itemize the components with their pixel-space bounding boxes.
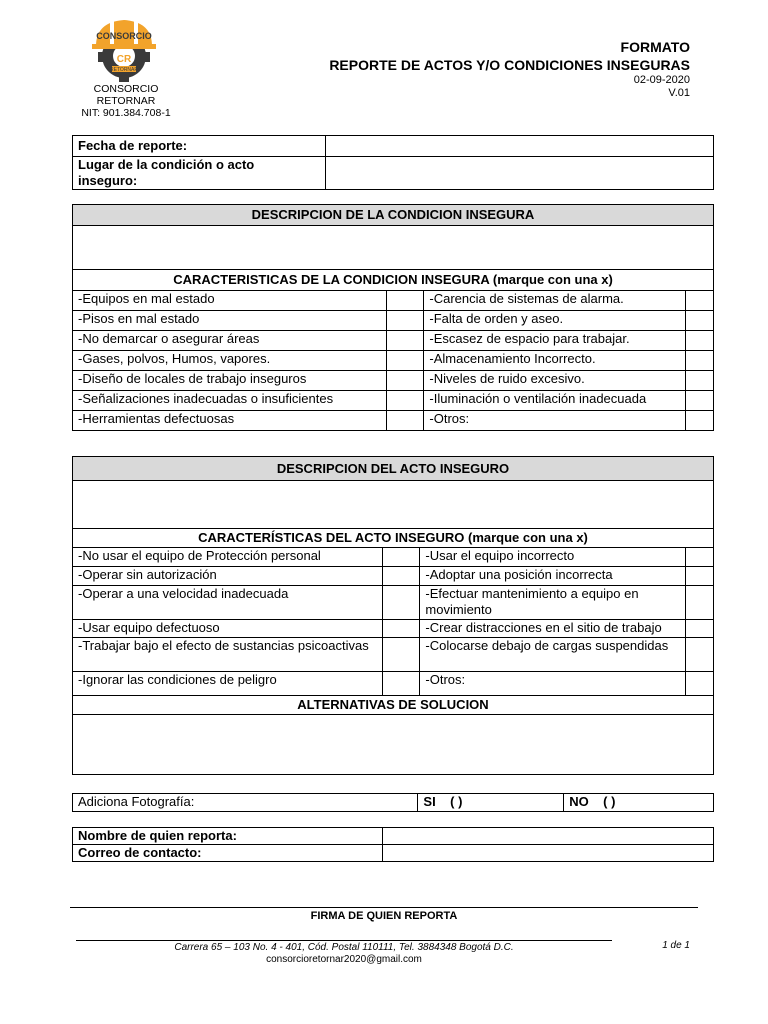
photo-yes-parens: ( ) [450,794,463,809]
signature-label: FIRMA DE QUIEN REPORTA [310,910,458,922]
condition-checkbox[interactable] [386,371,424,391]
photo-yes-option[interactable] [418,794,564,812]
act-item-right: -Efectuar mantenimiento a equipo en movimiento [420,586,686,620]
act-checkbox[interactable] [382,638,420,672]
condition-item-right: -Carencia de sistemas de alarma. [424,291,686,311]
report-info-table [72,135,714,190]
act-checkbox[interactable] [382,620,420,638]
company-nit: NIT: 901.384.708-1 [81,107,171,119]
act-item-left: -No usar el equipo de Protección personal [73,548,383,567]
condition-item-left: -Equipos en mal estado [73,291,387,311]
logo-band-text: RETORNAR [110,67,138,73]
footer-email: consorcioretornar2020@gmail.com [266,954,422,965]
act-item-right: -Colocarse debajo de cargas suspendidas [420,638,686,672]
condition-description-field[interactable] [73,226,714,270]
condition-checkbox[interactable] [686,331,714,351]
report-place-label [73,157,326,190]
act-item-left: -Ignorar las condiciones de peligro [73,672,383,696]
act-checkbox[interactable] [382,548,420,567]
footer-page-number: 1 de 1 [662,940,690,951]
report-place-label-line1: Lugar de la condición o acto [78,157,255,172]
unsafe-condition-table [72,204,714,431]
reporter-table [72,827,714,862]
act-section-title: DESCRIPCION DEL ACTO INSEGURO [73,457,714,481]
condition-item-left: -Diseño de locales de trabajo inseguros [73,371,387,391]
doc-version: V.01 [668,87,690,99]
act-item-right: -Usar el equipo incorrecto [420,548,686,567]
report-date-label: Fecha de reporte: [73,136,326,157]
doc-meta [634,74,690,100]
condition-item-right: -Iluminación o ventilación inadecuada [424,391,686,411]
act-item-left: -Usar equipo defectuoso [73,620,383,638]
act-item-right: -Crear distracciones en el sitio de trabajo [420,620,686,638]
condition-item-right: -Almacenamiento Incorrecto. [424,351,686,371]
condition-checkbox[interactable] [686,311,714,331]
report-place-field[interactable] [325,157,713,190]
logo-top-text: CONSORCIO [96,31,152,41]
signature-line [70,907,698,908]
act-checkbox[interactable] [382,586,420,620]
doc-title-formato: FORMATO [620,39,690,55]
act-checkbox[interactable] [686,567,714,586]
company-name-line2: RETORNAR [96,95,156,107]
report-date-field[interactable] [325,136,713,157]
act-description-field[interactable] [73,481,714,529]
photo-yes-label: SI [423,794,436,809]
unsafe-act-table [72,456,714,775]
condition-checkbox[interactable] [386,351,424,371]
act-item-left: -Trabajar bajo el efecto de sustancias psicoactivas [73,638,383,672]
doc-date: 02-09-2020 [633,74,690,86]
condition-checkbox[interactable] [386,291,424,311]
condition-item-right: -Falta de orden y aseo. [424,311,686,331]
act-item-right: -Otros: [420,672,686,696]
condition-checkbox[interactable] [386,411,424,431]
footer-divider [76,940,612,941]
condition-item-left: -Gases, polvos, Humos, vapores. [73,351,387,371]
condition-checkbox[interactable] [686,371,714,391]
condition-item-left: -Señalizaciones inadecuadas o insuficientes [73,391,387,411]
condition-item-left: -No demarcar o asegurar áreas [73,331,387,351]
condition-checkbox[interactable] [386,331,424,351]
reporter-email-field[interactable] [382,845,713,862]
photo-no-option[interactable] [564,794,714,812]
condition-item-right: -Otros: [424,411,686,431]
condition-item-right: -Niveles de ruido excesivo. [424,371,686,391]
condition-checkbox[interactable] [686,291,714,311]
solutions-field[interactable] [73,715,714,775]
logo-mid-text: CR [116,54,132,65]
act-checkbox[interactable] [686,548,714,567]
company-block [70,83,182,119]
photo-table [72,793,714,812]
condition-item-left: -Herramientas defectuosas [73,411,387,431]
act-checkbox[interactable] [382,672,420,696]
act-checkbox[interactable] [382,567,420,586]
doc-title-report: REPORTE DE ACTOS Y/O CONDICIONES INSEGURAS [329,57,690,73]
photo-no-parens: ( ) [603,794,616,809]
act-characteristics-title: CARACTERÍSTICAS DEL ACTO INSEGURO (marque con una x) [73,529,714,548]
condition-section-title: DESCRIPCION DE LA CONDICION INSEGURA [73,205,714,226]
act-checkbox[interactable] [686,672,714,696]
reporter-name-field[interactable] [382,828,713,845]
act-item-right: -Adoptar una posición incorrecta [420,567,686,586]
condition-item-right: -Escasez de espacio para trabajar. [424,331,686,351]
act-item-left: -Operar a una velocidad inadecuada [73,586,383,620]
act-item-left: -Operar sin autorización [73,567,383,586]
condition-checkbox[interactable] [386,311,424,331]
act-checkbox[interactable] [686,620,714,638]
company-logo [88,16,160,82]
reporter-name-label: Nombre de quien reporta: [73,828,383,845]
condition-checkbox[interactable] [686,411,714,431]
condition-checkbox[interactable] [686,351,714,371]
report-place-label-line2: inseguro: [78,173,138,188]
condition-checkbox[interactable] [386,391,424,411]
act-checkbox[interactable] [686,638,714,672]
reporter-email-label: Correo de contacto: [73,845,383,862]
photo-label: Adiciona Fotografía: [73,794,418,812]
condition-characteristics-title: CARACTERISTICAS DE LA CONDICION INSEGURA (marque con una x) [73,270,714,291]
act-checkbox[interactable] [686,586,714,620]
condition-item-left: -Pisos en mal estado [73,311,387,331]
company-name-line1: CONSORCIO [93,83,159,95]
condition-checkbox[interactable] [686,391,714,411]
footer-address: Carrera 65 – 103 No. 4 - 401, Cód. Postal 110111, Tel. 3884348 Bogotá D.C. [174,942,514,953]
helmet-gear-logo-icon [88,16,160,82]
photo-no-label: NO [569,794,589,809]
solutions-title: ALTERNATIVAS DE SOLUCION [73,696,714,715]
